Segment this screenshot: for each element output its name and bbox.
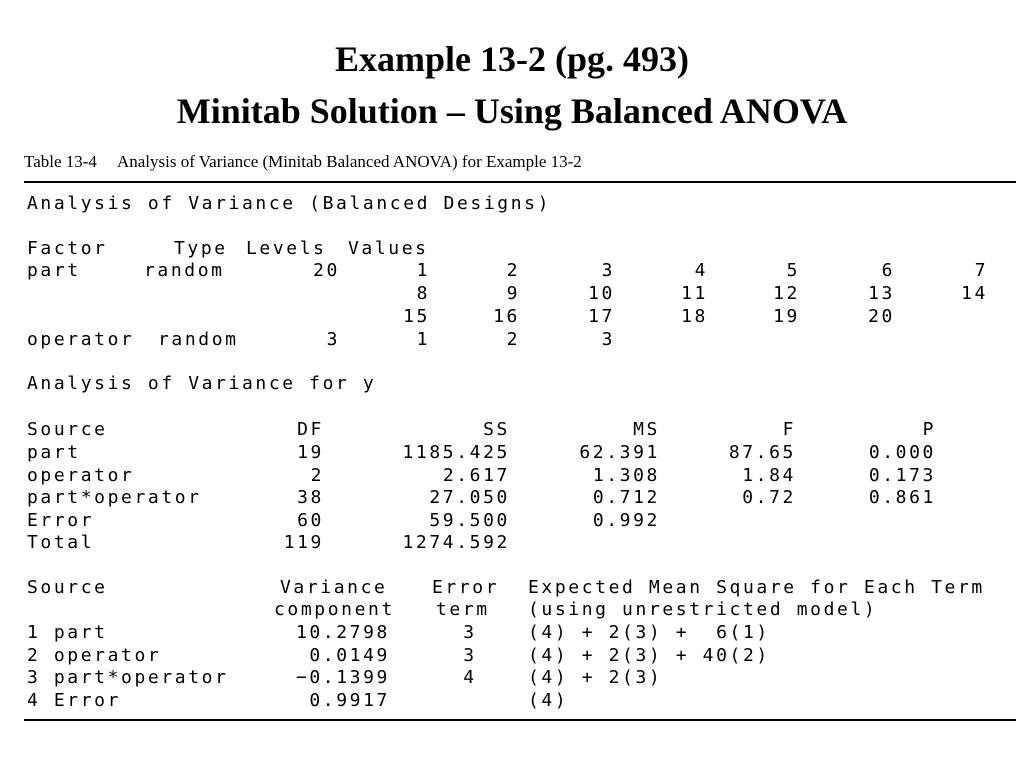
ems-variance: −0.1399 (295, 667, 390, 688)
anova-ss: 2.617 (442, 464, 510, 486)
factor-value: 4 (694, 260, 708, 281)
anova-source: part (27, 442, 81, 463)
table-caption-text: Analysis of Variance (Minitab Balanced ANOVA) for Example 13-2 (116, 152, 582, 171)
factor-value: 20 (868, 306, 895, 327)
factor-value: 1 (416, 260, 430, 281)
ems-error-term: 4 (463, 667, 477, 688)
table-number: Table 13-4 (24, 152, 97, 171)
anova-ss: 1185.425 (402, 442, 510, 463)
factor-name: operator (27, 329, 135, 350)
anova-header-ms: MS (633, 419, 660, 440)
slide-subtitle: Minitab Solution – Using Balanced ANOVA (176, 91, 848, 131)
factor-value: 11 (681, 283, 708, 304)
anova-ms: 0.712 (592, 487, 660, 508)
ems-header-variance-2: component (274, 599, 395, 620)
ems-variance: 10.2798 (295, 622, 390, 643)
anova-header-source: Source (27, 419, 108, 440)
factor-levels: 20 (313, 260, 340, 281)
factor-value: 17 (588, 306, 615, 327)
anova-df: 60 (297, 509, 324, 531)
factor-value: 2 (506, 329, 520, 350)
factor-value: 19 (773, 306, 800, 327)
anova-df: 19 (297, 442, 324, 463)
ems-expression: (4) + 2(3) + 40(2) (528, 644, 770, 666)
factor-header-type: Type (174, 238, 228, 259)
anova-f: 0.72 (742, 487, 796, 508)
factor-header-values: Values (348, 238, 429, 259)
factor-levels: 3 (326, 329, 340, 350)
factor-value: 5 (786, 260, 800, 281)
anova-header-df: DF (297, 419, 324, 440)
ems-source: 2 operator (27, 644, 162, 666)
ems-header-ems-2: (using unrestricted model) (528, 599, 878, 620)
ems-header-error-1: Error (432, 577, 500, 598)
factor-value: 3 (601, 329, 615, 350)
factor-value: 12 (773, 283, 800, 304)
anova-df: 119 (283, 532, 324, 553)
ems-error-term: 3 (463, 622, 477, 643)
factor-value: 8 (416, 283, 430, 304)
factor-value: 10 (588, 283, 615, 304)
anova-p: 0.000 (868, 442, 936, 463)
slide-title: Example 13-2 (pg. 493) (335, 39, 689, 79)
anova-p: 0.861 (868, 487, 936, 508)
factor-value: 3 (601, 260, 615, 281)
anova-source: part*operator (27, 487, 202, 508)
ems-expression: (4) + 2(3) (528, 667, 663, 688)
factor-value: 6 (881, 260, 895, 281)
ems-source: 4 Error (27, 689, 122, 711)
ems-variance: 0.0149 (309, 644, 390, 666)
ems-variance: 0.9917 (309, 689, 390, 711)
anova-source: Total (27, 532, 95, 553)
anova-ms: 62.391 (579, 442, 660, 463)
anova-ms: 0.992 (592, 509, 660, 531)
ems-header-error-2: term (436, 599, 490, 620)
anova-source: Error (27, 509, 95, 531)
anova-p: 0.173 (868, 464, 936, 486)
anova-df: 2 (310, 464, 324, 486)
anova-ss: 59.500 (429, 509, 510, 531)
factor-value: 14 (961, 283, 988, 304)
ems-error-term: 3 (463, 644, 477, 666)
anova-header-p: P (922, 419, 936, 440)
anova-f: 87.65 (728, 442, 796, 463)
ems-header-ems-1: Expected Mean Square for Each Term (528, 577, 985, 598)
factor-type: random (158, 329, 239, 350)
factor-value: 1 (416, 329, 430, 350)
anova-source: operator (27, 464, 135, 486)
anova-heading: Analysis of Variance for y (27, 373, 377, 394)
bottom-rule (24, 719, 1016, 721)
ems-expression: (4) + 2(3) + 6(1) (528, 622, 770, 643)
ems-header-source: Source (27, 577, 108, 598)
table-caption (24, 152, 582, 172)
anova-f: 1.84 (742, 464, 796, 486)
factor-type: random (144, 260, 225, 281)
factor-header-levels: Levels (246, 238, 327, 259)
anova-df: 38 (297, 487, 324, 508)
top-rule (24, 181, 1016, 183)
factor-value: 13 (868, 283, 895, 304)
ems-header-variance-1: Variance (280, 577, 388, 598)
anova-ss: 27.050 (429, 487, 510, 508)
ems-source: 3 part*operator (27, 667, 229, 688)
anova-ss: 1274.592 (402, 532, 510, 553)
factor-header-factor: Factor (27, 238, 108, 259)
factor-value: 15 (403, 306, 430, 327)
factor-value: 18 (681, 306, 708, 327)
factor-value: 7 (974, 260, 988, 281)
anova-ms: 1.308 (592, 464, 660, 486)
ems-expression: (4) (528, 689, 569, 711)
ems-source: 1 part (27, 622, 108, 643)
factor-value: 9 (506, 283, 520, 304)
factor-value: 16 (493, 306, 520, 327)
factor-name: part (27, 260, 81, 281)
anova-header-f: F (782, 419, 796, 440)
output-heading: Analysis of Variance (Balanced Designs) (27, 193, 552, 214)
factor-value: 2 (506, 260, 520, 281)
anova-header-ss: SS (483, 419, 510, 440)
